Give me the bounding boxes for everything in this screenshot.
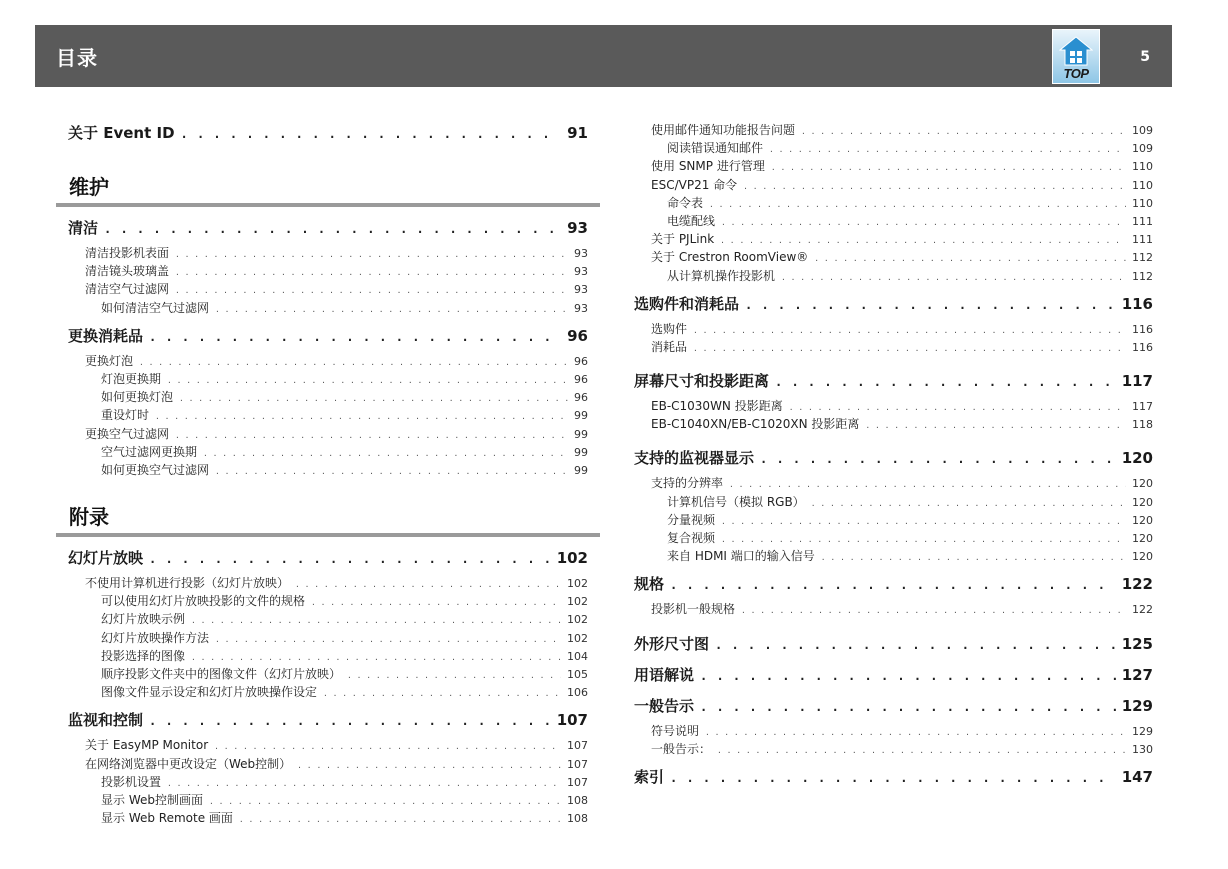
dot-leader: [670, 763, 1116, 793]
toc-entry-monitor-display[interactable]: [634, 443, 1153, 474]
toc-sublist-slideshow: [68, 574, 588, 701]
toc-right-column: [634, 121, 1153, 793]
toc-entry-page: 109: [1132, 124, 1153, 137]
toc-entry-replace-consumables[interactable]: [68, 321, 588, 352]
toc-subentry[interactable]: [68, 244, 588, 262]
dot-leader: [700, 661, 1116, 691]
toc-entry-page: 107: [567, 739, 588, 753]
dot-leader: [814, 250, 1126, 266]
dot-leader: [721, 531, 1126, 547]
toc-entry-title: 一般告示：: [651, 741, 712, 756]
toc-left-column: [68, 118, 588, 827]
toc-entry-title: 可以使用幻灯片放映投影的文件的规格: [101, 594, 306, 609]
dot-leader: [821, 549, 1126, 565]
toc-entry-page: 91: [567, 124, 588, 142]
toc-entry-glossary[interactable]: [634, 660, 1153, 691]
toc-entry-title: 投影机设置: [101, 774, 162, 789]
dot-leader: [175, 427, 568, 443]
toc-subentry[interactable]: [68, 370, 588, 388]
toc-entry-title: 从计算机操作投影机: [667, 268, 776, 283]
toc-entry-page: 93: [574, 247, 588, 260]
toc-entry-title: 复合视频: [667, 531, 716, 545]
toc-subentry[interactable]: [68, 574, 588, 592]
dot-leader: [781, 269, 1126, 285]
toc-entry-page: 125: [1121, 634, 1153, 653]
toc-entry-page: 93: [574, 283, 588, 297]
dot-leader: [149, 322, 561, 352]
dot-leader: [175, 282, 568, 298]
dot-leader: [203, 445, 568, 461]
dot-leader: [693, 340, 1126, 356]
dot-leader: [323, 685, 561, 701]
dot-leader: [149, 706, 551, 736]
toc-subentry[interactable]: [634, 529, 1153, 547]
dot-leader: [139, 354, 568, 370]
toc-entry-page: 108: [567, 812, 588, 826]
toc-subentry[interactable]: [634, 248, 1153, 266]
toc-entry-page: 107: [567, 757, 588, 771]
toc-entry-page: 102: [567, 613, 588, 627]
toc-entry-page: 130: [1132, 742, 1153, 756]
toc-entry-title: 使用邮件通知功能报告问题: [651, 123, 796, 137]
dot-leader: [745, 290, 1116, 320]
toc-entry-title: 分量视频: [667, 512, 716, 527]
dot-leader: [215, 631, 561, 647]
dot-leader: [191, 612, 561, 628]
toc-subentry[interactable]: [68, 773, 588, 791]
toc-entry-page: 110: [1132, 196, 1153, 210]
dot-leader: [865, 417, 1126, 433]
toc-entry-page: 108: [567, 793, 588, 807]
toc-entry-page: 93: [574, 265, 588, 279]
toc-entry-page: 107: [567, 775, 588, 789]
home-icon: [1059, 36, 1093, 66]
toc-subentry[interactable]: [68, 610, 588, 628]
toc-entry-title: 清洁投影机表面: [85, 246, 170, 260]
toc-entry-title: 投影机一般规格: [651, 602, 736, 617]
toc-subentry[interactable]: [634, 194, 1153, 212]
toc-subentry[interactable]: [68, 299, 588, 317]
toc-entry-title: 幻灯片放映示例: [101, 612, 186, 627]
dot-leader: [311, 594, 561, 610]
toc-entry-page: 117: [1132, 400, 1153, 414]
toc-entry-title: 灯泡更换期: [101, 371, 162, 386]
dot-leader: [347, 667, 561, 683]
toc-entry-page: 93: [567, 219, 588, 237]
toc-entry-title: 投影选择的图像: [101, 648, 186, 663]
toc-entry-title: 一般告示: [634, 696, 695, 715]
dot-leader: [670, 570, 1116, 600]
section-heading-appendix: 附录: [69, 505, 109, 530]
toc-entry-slideshow[interactable]: [68, 543, 588, 574]
toc-subentry[interactable]: [68, 665, 588, 683]
toc-entry-page: 112: [1132, 251, 1153, 265]
toc-entry-page: 112: [1132, 269, 1153, 283]
toc-subentry[interactable]: [68, 461, 588, 479]
dot-leader: [191, 649, 561, 665]
toc-subentry[interactable]: [634, 397, 1153, 415]
toc-subentry[interactable]: [634, 230, 1153, 248]
toc-entry-event-id[interactable]: [68, 118, 588, 149]
toc-entry-page: 116: [1121, 294, 1153, 313]
toc-entry-page: 99: [574, 427, 588, 441]
toc-sublist-specs: [634, 600, 1153, 618]
toc-subentry[interactable]: [634, 547, 1153, 565]
toc-entry-options[interactable]: [634, 289, 1153, 320]
toc-entry-page: 96: [574, 372, 588, 386]
dot-leader: [149, 544, 551, 574]
toc-entry-page: 129: [1121, 696, 1153, 715]
dot-leader: [721, 513, 1126, 529]
toc-entry-title: EB-C1040XN/EB-C1020XN 投影距离: [651, 417, 860, 432]
toc-entry-title: 如何更换灯泡: [101, 390, 174, 405]
dot-leader: [775, 367, 1116, 397]
toc-subentry[interactable]: [68, 755, 588, 773]
toc-subentry[interactable]: [634, 740, 1153, 758]
dot-leader: [297, 757, 561, 773]
toc-entry-title: 电缆配线: [667, 213, 716, 228]
section-rule: [56, 533, 600, 537]
toc-entry-title: 规格: [634, 575, 665, 594]
dot-leader: [721, 214, 1126, 230]
toc-subentry[interactable]: [68, 683, 588, 701]
toc-entry-title: 重设灯时: [101, 408, 150, 423]
toc-entry-title: 计算机信号（模拟 RGB）: [667, 494, 805, 509]
toc-entry-page: 111: [1132, 214, 1153, 228]
toc-entry-page: 109: [1132, 142, 1153, 156]
toc-entry-title: 更换灯泡: [85, 353, 134, 368]
toc-entry-page: 93: [574, 301, 588, 315]
dot-leader: [215, 463, 568, 479]
toc-entry-page: 96: [574, 391, 588, 405]
toc-subentry[interactable]: [634, 139, 1153, 157]
dot-leader: [700, 692, 1116, 722]
toc-entry-title: 选购件: [651, 321, 688, 336]
dot-leader: [715, 630, 1116, 660]
dot-leader: [729, 476, 1126, 492]
toc-entry-title: 清洁空气过滤网: [85, 282, 170, 297]
toc-subentry[interactable]: [68, 388, 588, 406]
dot-leader: [214, 738, 561, 754]
toc-subentry[interactable]: [68, 280, 588, 298]
toc-entry-page: 99: [574, 463, 588, 477]
dot-leader: [175, 246, 568, 262]
toc-entry-title: 不使用计算机进行投影（幻灯片放映）: [85, 576, 290, 591]
dot-leader: [167, 775, 561, 791]
toc-sublist-notices: [634, 722, 1153, 758]
toc-entry-title: 在网络浏览器中更改设定（Web控制）: [85, 756, 292, 771]
toc-subentry[interactable]: [634, 267, 1153, 285]
toc-entry-page: 127: [1121, 665, 1153, 684]
dot-leader: [693, 322, 1126, 338]
toc-entry-page: 122: [1132, 603, 1153, 617]
toc-subentry[interactable]: [68, 736, 588, 754]
toc-entry-page: 120: [1132, 513, 1153, 527]
toc-entry-page: 102: [567, 595, 588, 609]
toc-subentry[interactable]: [68, 406, 588, 424]
dot-leader: [769, 141, 1126, 157]
toc-entry-title: 支持的监视器显示: [634, 449, 755, 468]
toc-entry-title: 来自 HDMI 端口的输入信号: [667, 549, 815, 564]
dot-leader: [104, 214, 561, 244]
toc-entry-title: 屏幕尺寸和投影距离: [634, 372, 770, 391]
toc-entry-title: 幻灯片放映操作方法: [101, 630, 210, 645]
toc-subentry[interactable]: [68, 647, 588, 665]
toc-entry-page: 116: [1132, 322, 1153, 336]
toc-subentry[interactable]: [68, 809, 588, 827]
toc-entry-title: 外形尺寸图: [634, 634, 710, 653]
toc-subentry[interactable]: [634, 415, 1153, 433]
toc-subentry[interactable]: [68, 791, 588, 809]
toc-entry-dimensions[interactable]: [634, 629, 1153, 660]
toc-entry-page: 102: [556, 549, 588, 568]
toc-entry-title: 幻灯片放映: [68, 549, 144, 568]
top-button[interactable]: [1052, 29, 1100, 84]
toc-entry-page: 102: [567, 577, 588, 591]
toc-entry-title: 关于 Crestron RoomView®: [651, 250, 809, 265]
toc-sublist-displays: [634, 474, 1153, 565]
dot-leader: [743, 178, 1126, 194]
toc-entry-title: 清洁: [68, 219, 99, 237]
toc-entry-title: 使用 SNMP 进行管理: [651, 159, 765, 174]
toc-entry-page: 120: [1121, 449, 1153, 468]
toc-subentry[interactable]: [634, 121, 1153, 139]
toc-subentry[interactable]: [634, 722, 1153, 740]
dot-leader: [811, 495, 1126, 511]
toc-subentry[interactable]: [634, 474, 1153, 492]
toc-subentry[interactable]: [68, 629, 588, 647]
toc-entry-title: 关于 EasyMP Monitor: [85, 738, 209, 753]
toc-entry-title: 图像文件显示设定和幻灯片放映操作设定: [101, 685, 318, 700]
toc-sublist-options: [634, 320, 1153, 356]
toc-entry-page: 106: [567, 686, 588, 700]
dot-leader: [801, 123, 1126, 139]
toc-entry-title: 支持的分辨率: [651, 476, 724, 491]
toc-entry-page: 107: [556, 711, 588, 730]
top-label: TOP: [1063, 66, 1089, 81]
toc-entry-index[interactable]: [634, 762, 1153, 793]
toc-entry-title: 更换消耗品: [68, 326, 144, 345]
toc-entry-screen-size[interactable]: [634, 366, 1153, 397]
toc-entry-title: 消耗品: [651, 339, 688, 354]
toc-entry-title: 索引: [634, 767, 665, 786]
toc-entry-title: EB-C1030WN 投影距离: [651, 399, 783, 414]
dot-leader: [209, 793, 561, 809]
toc-entry-page: 110: [1132, 178, 1153, 192]
toc-entry-title: 顺序投影文件夹中的图像文件（幻灯片放映）: [101, 667, 342, 681]
toc-entry-title: 显示 Web控制画面: [101, 792, 203, 807]
dot-leader: [295, 576, 561, 592]
toc-subentry[interactable]: [68, 262, 588, 280]
toc-sublist-screen: [634, 397, 1153, 433]
header-title: 目录: [56, 46, 98, 70]
toc-sublist-cleaning: [68, 244, 588, 317]
section-rule: [56, 203, 600, 207]
toc-entry-title: 如何清洁空气过滤网: [101, 300, 210, 315]
toc-subentry[interactable]: [68, 352, 588, 370]
dot-leader: [705, 724, 1126, 740]
page-number: 5: [1140, 49, 1150, 65]
dot-leader: [760, 444, 1116, 474]
toc-subentry[interactable]: [634, 511, 1153, 529]
toc-entry-page: 105: [567, 668, 588, 681]
toc-subentry[interactable]: [68, 425, 588, 443]
dot-leader: [709, 196, 1126, 212]
toc-subentry[interactable]: [634, 212, 1153, 230]
toc-sublist-monitoring-cont: [634, 121, 1153, 285]
toc-entry-title: 命令表: [667, 195, 704, 210]
dot-leader: [181, 119, 562, 149]
toc-entry-monitoring[interactable]: [68, 705, 588, 736]
dot-leader: [741, 602, 1126, 618]
toc-entry-title: 关于 Event ID: [68, 124, 175, 142]
dot-leader: [771, 159, 1126, 175]
toc-entry-title: ESC/VP21 命令: [651, 177, 738, 192]
toc-entry-title: 显示 Web Remote 画面: [101, 811, 233, 826]
dot-leader: [717, 742, 1126, 758]
toc-subentry[interactable]: [634, 176, 1153, 194]
toc-entry-title: 关于 PJLink: [651, 232, 715, 247]
toc-entry-page: 120: [1132, 495, 1153, 509]
dot-leader: [155, 408, 568, 424]
toc-entry-page: 99: [574, 445, 588, 459]
dot-leader: [175, 264, 568, 280]
toc-sublist-monitoring: [68, 736, 588, 827]
toc-subentry[interactable]: [634, 338, 1153, 356]
toc-entry-page: 110: [1132, 160, 1153, 174]
toc-entry-general-notices[interactable]: [634, 691, 1153, 722]
section-heading-maintenance: 维护: [69, 175, 109, 199]
dot-leader: [167, 372, 568, 388]
toc-subentry[interactable]: [634, 320, 1153, 338]
toc-entry-title: 选购件和消耗品: [634, 294, 740, 313]
toc-entry-page: 129: [1132, 724, 1153, 738]
toc-entry-title: 清洁镜头玻璃盖: [85, 264, 170, 279]
toc-subentry[interactable]: [634, 600, 1153, 618]
dot-leader: [239, 811, 561, 827]
toc-entry-page: 122: [1121, 575, 1153, 594]
toc-entry-cleaning[interactable]: [68, 213, 588, 244]
toc-entry-page: 117: [1121, 372, 1153, 391]
toc-entry-page: 118: [1132, 418, 1153, 432]
toc-subentry[interactable]: [68, 443, 588, 461]
toc-entry-page: 104: [567, 649, 588, 663]
page-header: [35, 25, 1172, 87]
dot-leader: [215, 301, 568, 317]
toc-entry-page: 111: [1132, 233, 1153, 247]
toc-subentry[interactable]: [634, 157, 1153, 175]
toc-entry-specs[interactable]: [634, 569, 1153, 600]
dot-leader: [179, 390, 568, 406]
toc-sublist-replace: [68, 352, 588, 479]
toc-entry-page: 96: [574, 354, 588, 368]
toc-entry-page: 120: [1132, 532, 1153, 545]
toc-entry-page: 120: [1132, 550, 1153, 564]
toc-entry-title: 监视和控制: [68, 711, 144, 730]
toc-entry-title: 阅读错误通知邮件: [667, 141, 764, 156]
toc-subentry[interactable]: [68, 592, 588, 610]
toc-entry-title: 符号说明: [651, 723, 700, 738]
toc-entry-title: 用语解说: [634, 665, 695, 684]
toc-entry-page: 96: [567, 326, 588, 345]
toc-entry-page: 116: [1132, 340, 1153, 354]
toc-entry-title: 空气过滤网更换期: [101, 444, 198, 459]
toc-entry-title: 更换空气过滤网: [85, 426, 170, 441]
toc-entry-title: 如何更换空气过滤网: [101, 462, 210, 477]
toc-entry-page: 147: [1121, 767, 1153, 786]
toc-subentry[interactable]: [634, 493, 1153, 511]
toc-entry-page: 102: [567, 631, 588, 645]
dot-leader: [720, 232, 1126, 248]
toc-entry-page: 99: [574, 409, 588, 423]
toc-entry-page: 120: [1132, 477, 1153, 491]
dot-leader: [789, 399, 1126, 415]
